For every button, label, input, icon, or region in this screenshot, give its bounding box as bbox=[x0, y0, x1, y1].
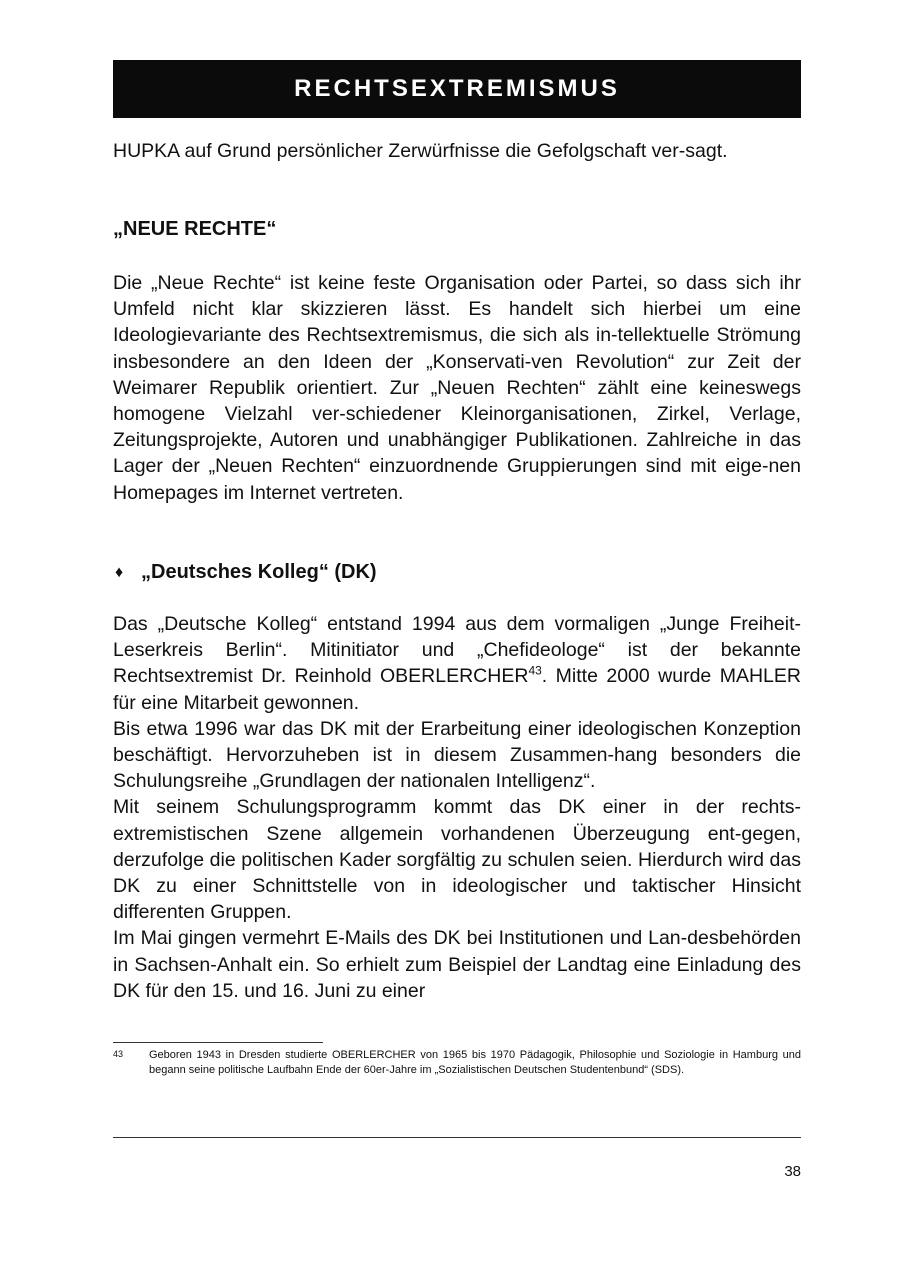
bottom-divider bbox=[113, 1137, 801, 1138]
intro-paragraph: HUPKA auf Grund persönlicher Zerwürfnisse die Gefolgschaft ver-sagt. bbox=[113, 140, 728, 162]
section-heading-deutsches-kolleg bbox=[113, 561, 377, 584]
section-heading-neue-rechte: „NEUE RECHTE“ bbox=[113, 218, 277, 240]
paragraph-dk-3: Mit seinem Schulungsprogramm kommt das DK einer in der rechts-extremistischen Szene allgemein vorhandenen Überzeugung ent-gegen, derzufolge die politischen Kader sorgfältig zu schulen seien. Hierdurch wird das DK zu einer Schnittstelle von in ideologischer und taktischer Hinsicht differenten Gruppen. bbox=[113, 796, 801, 924]
paragraph-dk-2: Bis etwa 1996 war das DK mit der Erarbeitung einer ideologischen Konzeption beschäftigt. Hervorzuheben ist in diesem Zusammen-hang besonders die Schulungsreihe „Grundlagen der nationalen Intelligenz“. bbox=[113, 717, 801, 793]
paragraph-dk-1-text-b: . Mitte 2000 wurde MAHLER für eine Mitarbeit gewonnen. bbox=[113, 665, 801, 714]
section-heading-text: „Deutsches Kolleg“ (DK) bbox=[141, 561, 377, 583]
deutsches-kolleg-body bbox=[113, 611, 801, 1004]
paragraph-neue-rechte: Die „Neue Rechte“ ist keine feste Organisation oder Partei, so dass sich ihr Umfeld nicht klar skizzieren lässt. Es handelt sich hierbei um eine Ideologievariante des Rechtsextremismus, die sich als in-tellektuelle Strömung insbesondere an den Ideen der „Konservati-ven Revolution“ zur Zeit der Weimarer Republik orientiert. Zur „Neuen Rechten“ zählt eine keineswegs homogene Vielzahl ver-schiedener Kleinorganisationen, Zirkel, Verlage, Zeitungsprojekte, Autoren und unabhängiger Publikationen. Zahlreiche in das Lager der „Neuen Rechten“ einzuordnende Gruppierungen sind mit eige-nen Homepages im Internet vertreten. bbox=[113, 272, 801, 504]
footnote-divider bbox=[113, 1042, 323, 1043]
diamond-bullet-icon: ♦ bbox=[115, 563, 124, 581]
paragraph-dk-4: Im Mai gingen vermehrt E-Mails des DK bei Institutionen und Lan-desbehörden in Sachsen-Anhalt ein. So erhielt zum Beispiel der Landtag eine Einladung des DK für den 15. und 16. Juni zu einer bbox=[113, 927, 801, 1002]
footnote-text: Geboren 1943 in Dresden studierte OBERLERCHER von 1965 bis 1970 Pädagogik, Philosophie und Soziologie in Hamburg und begann seine politische Laufbahn Ende der 60er-Jahre im „Sozialistischen Deutschen Studentenbund“ (SDS). bbox=[149, 1049, 801, 1076]
footnote bbox=[113, 1048, 801, 1078]
footnote-number: 43 bbox=[113, 1049, 124, 1059]
paragraph-dk-1 bbox=[113, 611, 801, 716]
footnote-reference: 43 bbox=[528, 663, 542, 678]
chapter-header-bar bbox=[113, 60, 801, 118]
paragraph-dk-1-text-a: Das „Deutsche Kolleg“ entstand 1994 aus dem vormaligen „Junge Freiheit-Leserkreis Berlin“. Mitinitiator und „Chefideologe“ ist der bekannte Rechtsextremist Dr. Reinhold OBERLERCHER bbox=[113, 613, 801, 688]
chapter-title: RECHTSEXTREMISMUS bbox=[294, 75, 620, 102]
page-number: 38 bbox=[784, 1163, 801, 1180]
